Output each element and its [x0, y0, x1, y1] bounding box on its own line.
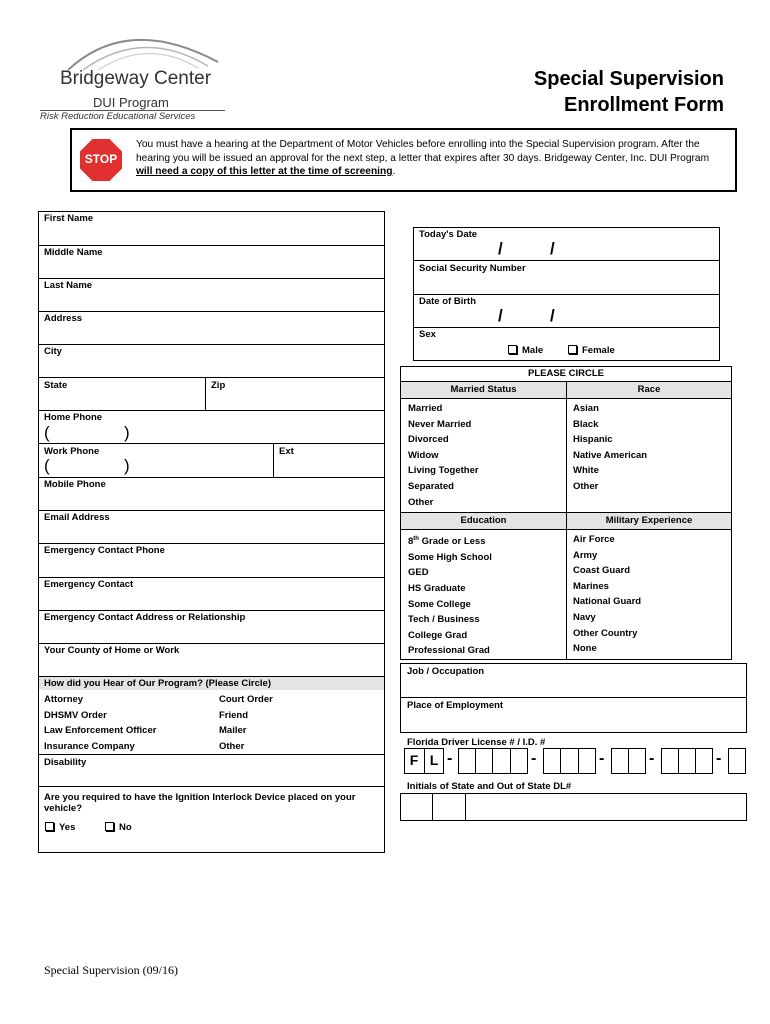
marital-option[interactable]: Other [408, 496, 434, 508]
address-field[interactable]: Address [38, 312, 385, 345]
ext-label: Ext [279, 446, 294, 457]
hear-option[interactable]: Court Order [219, 694, 273, 705]
hear-option[interactable]: Mailer [219, 725, 247, 737]
license-label: Florida Driver License # / I.D. # [407, 737, 546, 748]
emergency-contact-field[interactable]: Emergency Contact [38, 578, 385, 611]
education-option[interactable]: Tech / Business [408, 614, 480, 626]
last-name-field[interactable]: Last Name [38, 279, 385, 312]
military-option[interactable]: Air Force [573, 534, 615, 545]
hear-option[interactable]: Friend [219, 709, 249, 721]
initials-label: Initials of State and Out of State DL# [407, 781, 572, 792]
military-header: Military Experience [567, 513, 731, 529]
notice-text: You must have a hearing at the Department of Motor Vehicles before enrolling into the Special Supervision program. After the hearing you will be issued an approval for the next step, a letter that expires after 30 days. Bridgeway Center, Inc. DUI Program will need a copy of this letter at the time of screening. [136, 139, 710, 177]
race-option[interactable]: Black [573, 418, 599, 430]
sex-female[interactable]: Female [568, 345, 615, 356]
interlock-question: Are you required to have the Ignition Interlock Device placed on your vehicle? [44, 792, 356, 814]
education-options [408, 532, 492, 659]
education-option[interactable]: Professional Grad [408, 645, 490, 657]
education-header: Education [401, 513, 566, 529]
zip-label: Zip [211, 380, 226, 391]
state-zip-row [38, 378, 385, 411]
todays-date-field[interactable]: Today's Date / / [413, 227, 720, 261]
race-option[interactable]: Native American [573, 449, 648, 461]
race-option[interactable]: White [573, 465, 599, 477]
military-option[interactable]: Army [573, 549, 598, 561]
first-name-field[interactable]: First Name [38, 211, 385, 246]
checkbox-icon[interactable] [105, 822, 114, 831]
emergency-address-field[interactable]: Emergency Contact Address or Relationship [38, 611, 385, 644]
page-title [534, 66, 724, 118]
marital-option[interactable]: Never Married [408, 418, 472, 430]
marital-option[interactable]: Divorced [408, 434, 449, 446]
education-option[interactable]: Some College [408, 598, 471, 610]
hear-option[interactable]: Other [219, 740, 245, 752]
logo-org: Bridgeway Center [60, 68, 212, 89]
race-options [573, 401, 647, 495]
marital-options [408, 401, 479, 510]
military-options [573, 532, 641, 657]
education-option[interactable]: 8th Grade or Less [408, 536, 486, 548]
hear-option[interactable]: Law Enforcement Officer [44, 725, 157, 737]
circle-title: PLEASE CIRCLE [527, 368, 604, 379]
emergency-phone-field[interactable]: Emergency Contact Phone [38, 544, 385, 578]
military-option[interactable]: Navy [573, 611, 596, 623]
hear-title: How did you Hear of Our Program? (Please Circle) [44, 678, 271, 689]
interlock-no[interactable]: No [105, 822, 132, 833]
marital-option[interactable]: Living Together [408, 465, 479, 477]
work-phone-field[interactable]: Work Phone ( ) Ext [38, 444, 385, 478]
race-option[interactable]: Asian [573, 403, 599, 414]
ssn-field[interactable]: Social Security Number [413, 261, 720, 295]
marital-option[interactable]: Married [408, 403, 443, 414]
interlock-yes[interactable]: Yes [45, 822, 75, 833]
marital-header: Married Status [401, 382, 566, 398]
employment-field[interactable]: Place of Employment [407, 700, 504, 711]
sex-male[interactable]: Male [508, 345, 543, 356]
city-field[interactable]: City [38, 345, 385, 378]
disability-field[interactable]: Disability [38, 754, 385, 787]
email-field[interactable]: Email Address [38, 511, 385, 544]
hear-col2 [219, 692, 273, 754]
license-prefix-f: F [409, 752, 419, 768]
home-phone-field[interactable]: Home Phone ( ) [38, 411, 385, 444]
military-option[interactable]: Marines [573, 580, 609, 592]
initials-field[interactable] [400, 793, 747, 821]
license-prefix-l: L [429, 752, 439, 768]
race-option[interactable]: Hispanic [573, 434, 613, 446]
hear-option[interactable]: Insurance Company [44, 740, 135, 752]
hear-option[interactable]: DHSMV Order [44, 709, 107, 721]
race-option[interactable]: Other [573, 480, 599, 492]
hear-option[interactable]: Attorney [44, 694, 84, 705]
military-option[interactable]: None [573, 643, 597, 655]
logo-tagline: Risk Reduction Educational Services [40, 111, 196, 122]
education-option[interactable]: Some High School [408, 551, 492, 563]
checkbox-icon[interactable] [508, 345, 517, 354]
education-option[interactable]: College Grad [408, 629, 468, 641]
race-header: Race [567, 382, 731, 398]
mobile-phone-field[interactable]: Mobile Phone [38, 478, 385, 511]
title-line2: Enrollment Form [563, 94, 724, 116]
job-field[interactable]: Job / Occupation [400, 663, 747, 698]
logo-arc-icon [48, 22, 228, 72]
military-option[interactable]: National Guard [573, 596, 642, 608]
middle-name-field[interactable]: Middle Name [38, 246, 385, 279]
education-option[interactable]: HS Graduate [408, 582, 466, 594]
dob-field[interactable]: Date of Birth / / [413, 295, 720, 328]
county-field[interactable]: Your County of Home or Work [38, 644, 385, 677]
title-line1: Special Supervision [533, 68, 724, 90]
state-label: State [44, 380, 68, 391]
education-option[interactable]: GED [408, 567, 429, 579]
marital-option[interactable]: Separated [408, 480, 454, 492]
notice-box [70, 128, 737, 192]
notice-emphasis: will need a copy of this letter at the time of screening [136, 166, 393, 177]
military-option[interactable]: Coast Guard [573, 565, 631, 577]
marital-option[interactable]: Widow [408, 449, 439, 461]
sex-field: Sex Male Female [419, 329, 615, 356]
checkbox-icon[interactable] [45, 822, 54, 831]
checkbox-icon[interactable] [568, 345, 577, 354]
hear-col1 [44, 692, 156, 754]
stop-label: STOP [84, 152, 118, 166]
logo-program: DUI Program [93, 95, 169, 110]
military-option[interactable]: Other Country [573, 627, 638, 639]
footer-text: Special Supervision (09/16) [44, 963, 178, 977]
